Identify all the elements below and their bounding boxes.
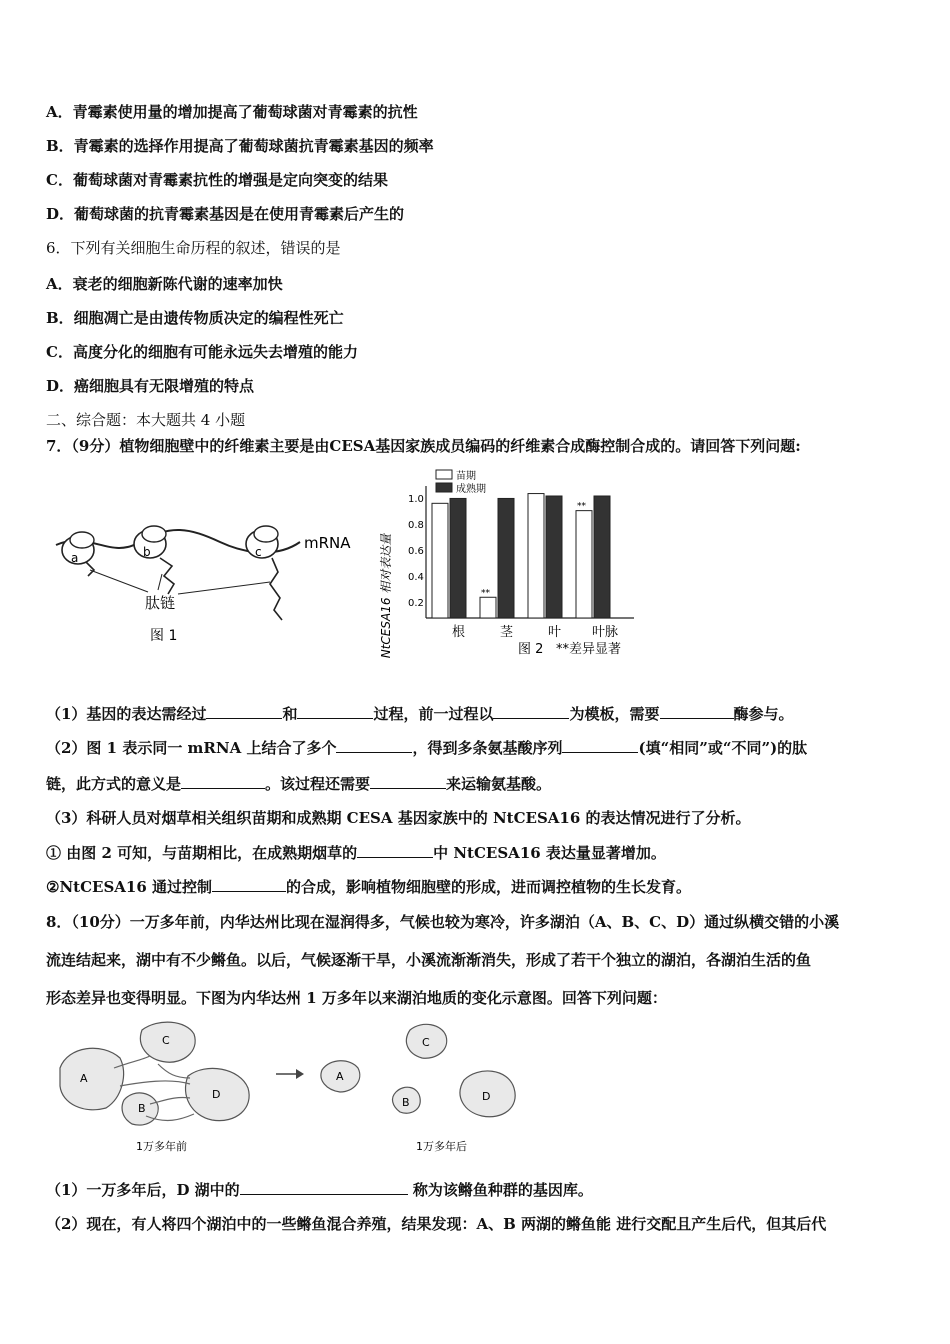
- legend-swatch-seedling: [436, 470, 452, 479]
- lake-label-a: A: [80, 1072, 88, 1085]
- fig1-label-c: c: [255, 545, 262, 559]
- answer-blank[interactable]: [297, 704, 373, 719]
- q6-option-a: A．衰老的细胞新陈代谢的速率加快: [46, 275, 283, 293]
- q8-part-2: （2）现在，有人将四个湖泊中的一些鳉鱼混合养殖，结果发现：A、B 两湖的鳉鱼能 进行交配且产生后代，但其后代: [46, 1215, 827, 1233]
- q6-stem: 6．下列有关细胞生命历程的叙述，错误的是: [46, 239, 341, 257]
- legend-swatch-mature: [436, 483, 452, 492]
- answer-blank[interactable]: [493, 704, 569, 719]
- q7-part-1: （1）基因的表达需经过 和 过程，前一过程以 为模板，需要 酶参与。: [46, 705, 794, 723]
- q7-part-3-1: ① 由图 2 可知，与苗期相比，在成熟期烟草的 中 NtCESA16 表达量显著增加。: [46, 844, 666, 862]
- q5-option-c: C．葡萄球菌对青霉素抗性的增强是定向突变的结果: [46, 171, 388, 189]
- fig2-note: **差异显著: [556, 642, 622, 657]
- fig1-mrna-label: mRNA: [304, 534, 351, 552]
- q8-stem-line-1: 8．（10分）一万多年前，内华达州比现在湿润得多，气候也较为寒冷，许多湖泊（A、B、C、D）通过纵横交错的小溪: [46, 913, 840, 931]
- legend-label-seedling: 苗期: [456, 471, 476, 482]
- legend-label-mature: 成熟期: [456, 484, 486, 495]
- caption-after: 1万多年后: [416, 1140, 467, 1153]
- lake-label-c: C: [162, 1034, 170, 1047]
- q6-option-b: B．细胞凋亡是由遗传物质决定的编程性死亡: [46, 309, 344, 327]
- q5-option-a: A．青霉素使用量的增加提高了葡萄球菌对青霉素的抗性: [46, 103, 418, 121]
- x-category-label: 叶: [548, 625, 562, 640]
- bar-seedling-4: [576, 511, 592, 618]
- y-tick-label: 1.0: [408, 494, 424, 505]
- lake-label-b: B: [402, 1096, 410, 1109]
- bar-mature-2: [498, 498, 514, 618]
- answer-blank[interactable]: [240, 1180, 408, 1195]
- q5-option-d: D．葡萄球菌的抗青霉素基因是在使用青霉素后产生的: [46, 205, 405, 223]
- bar-mature-4: [594, 496, 610, 618]
- lake-label-d: D: [482, 1090, 491, 1103]
- lake-label-a: A: [336, 1070, 344, 1083]
- bar-mature-1: [450, 498, 466, 618]
- x-category-label: 根: [452, 625, 466, 640]
- q8-stem-line-3: 形态差异也变得明显。下图为内华达州 1 万多年以来湖泊地质的变化示意图。回答下列问题：: [46, 989, 667, 1007]
- chart-ylabel: NtCESA16 相对表达量: [379, 533, 393, 659]
- q6-option-c: C．高度分化的细胞有可能永远失去增殖的能力: [46, 343, 358, 361]
- q7-figure-2: [372, 466, 642, 664]
- answer-blank[interactable]: [357, 843, 433, 858]
- answer-blank[interactable]: [370, 774, 446, 789]
- q5-option-b: B．青霉素的选择作用提高了葡萄球菌抗青霉素基因的频率: [46, 137, 434, 155]
- answer-blank[interactable]: [562, 738, 638, 753]
- q7-stem: 7．（9分）植物细胞壁中的纤维素主要是由CESA基因家族成员编码的纤维素合成酶控制合成的。请回答下列问题:: [46, 437, 801, 455]
- x-category-label: 叶脉: [592, 625, 619, 640]
- bar-mature-3: [546, 496, 562, 618]
- q6-option-d: D．癌细胞具有无限增殖的特点: [46, 377, 255, 395]
- q8-lake-figure: [50, 1016, 540, 1161]
- lake-label-c: C: [422, 1036, 430, 1049]
- bar-seedling-1: [432, 503, 448, 618]
- answer-blank[interactable]: [336, 738, 412, 753]
- bar-seedling-2: [480, 597, 496, 618]
- answer-blank[interactable]: [181, 774, 265, 789]
- bar-seedling-3: [528, 494, 544, 618]
- lake-label-b: B: [138, 1102, 146, 1115]
- lake-a-before: [60, 1048, 124, 1109]
- fig1-caption: 图 1: [150, 628, 178, 644]
- q7-figure-1: [50, 470, 370, 650]
- y-tick-label: 0.6: [408, 546, 424, 557]
- answer-blank[interactable]: [212, 877, 286, 892]
- fig1-peptide-label: 肽链: [145, 594, 176, 612]
- answer-blank[interactable]: [206, 704, 282, 719]
- y-tick-label: 0.4: [408, 572, 424, 583]
- y-tick-label: 0.8: [408, 520, 424, 531]
- q7-part-3: （3）科研人员对烟草相关组织苗期和成熟期 CESA 基因家族中的 NtCESA16 的表达情况进行了分析。: [46, 809, 751, 827]
- answer-blank[interactable]: [660, 704, 734, 719]
- significance-marker: **: [481, 588, 490, 599]
- caption-before: 1万多年前: [136, 1140, 187, 1153]
- q7-part-2-line-1: （2）图 1 表示同一 mRNA 上结合了多个 ，得到多条氨基酸序列 (填“相同”或“不同”)的肽: [46, 739, 808, 757]
- q7-part-3-2: ②NtCESA16 通过控制 的合成，影响植物细胞壁的形成，进而调控植物的生长发育。: [46, 878, 692, 896]
- x-category-label: 茎: [500, 625, 514, 640]
- q8-part-1: （1）一万多年后，D 湖中的 称为该鳉鱼种群的基因库。: [46, 1181, 593, 1199]
- fig1-label-a: a: [71, 551, 79, 565]
- significance-marker: **: [577, 501, 586, 512]
- section-heading: 二、综合题：本大题共 4 小题: [46, 411, 246, 429]
- arrow-head: [296, 1069, 304, 1079]
- fig2-caption: 图 2: [518, 642, 544, 657]
- y-tick-label: 0.2: [408, 598, 424, 609]
- lake-label-d: D: [212, 1088, 221, 1101]
- q8-stem-line-2: 流连结起来，湖中有不少鳉鱼。以后，气候逐渐干旱，小溪流渐渐消失，形成了若干个独立的湖泊，各湖泊生活的鱼: [46, 951, 812, 969]
- q7-part-2-line-2: 链，此方式的意义是 。该过程还需要 来运输氨基酸。: [46, 775, 552, 793]
- fig1-label-b: b: [143, 545, 151, 559]
